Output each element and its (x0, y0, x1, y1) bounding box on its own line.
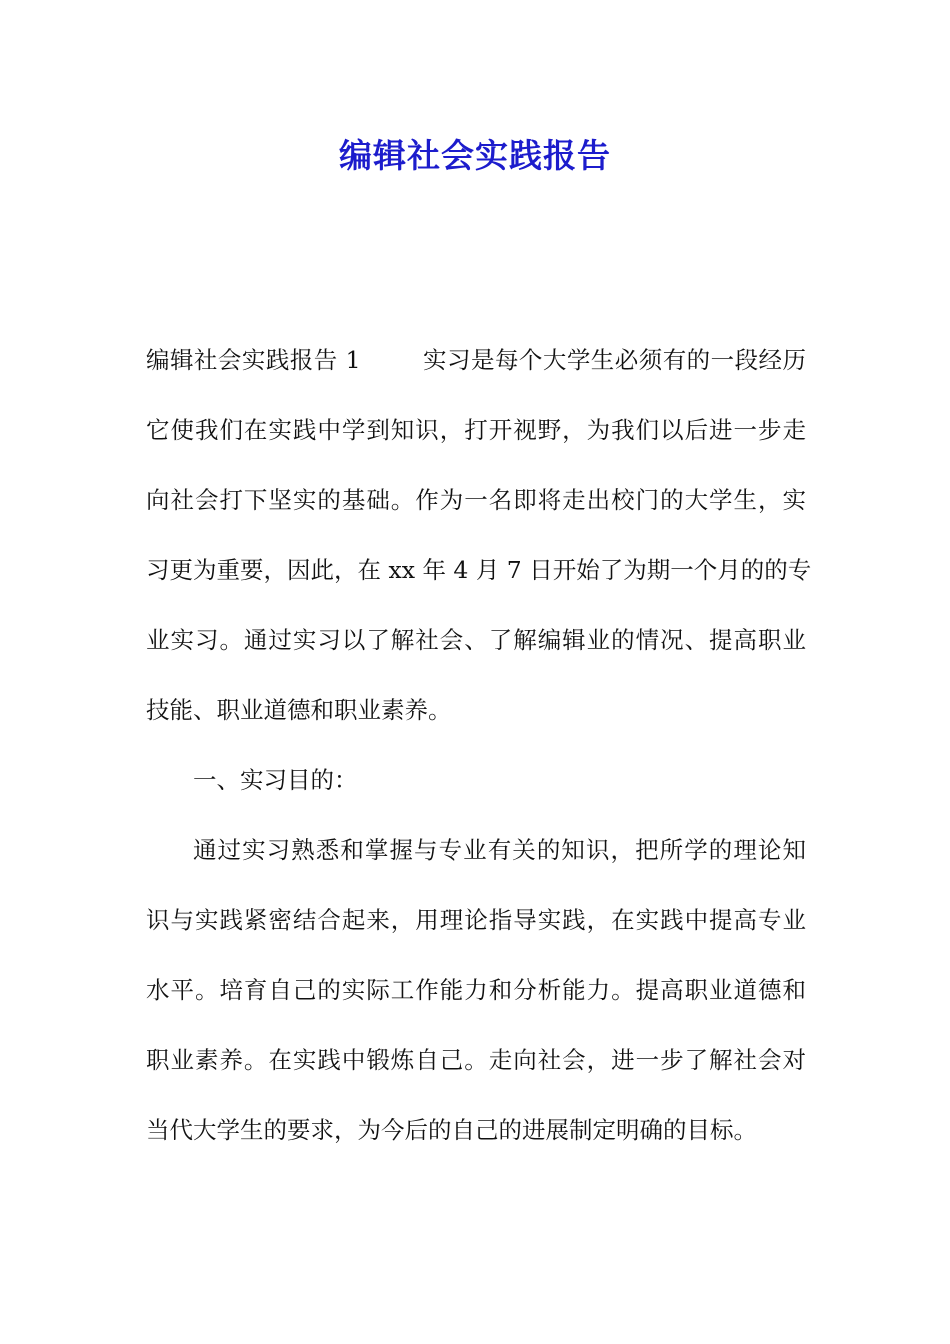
paragraph-line: 通过实习熟悉和掌握与专业有关的知识，把所学的理论知 (193, 836, 806, 864)
document-body (146, 336, 812, 1176)
paragraph-line: 当代大学生的要求，为今后的自己的进展制定明确的目标。 (146, 1116, 757, 1144)
section-heading: 一、实习目的： (193, 766, 358, 794)
document-title: 编辑社会实践报告 (339, 136, 611, 175)
line-text: 实习是每个大学生必须有的一段经历 (422, 346, 807, 374)
paragraph-line: 向社会打下坚实的基础。作为一名即将走出校门的大学生，实 (146, 486, 806, 514)
paragraph-line (146, 336, 806, 406)
paragraph-line: 职业素养。在实践中锻炼自己。走向社会，进一步了解社会对 (146, 1046, 806, 1074)
paragraph-line: 业实习。通过实习以了解社会、了解编辑业的情况、提高职业 (146, 626, 806, 654)
paragraph-line: 识与实践紧密结合起来，用理论指导实践，在实践中提高专业 (146, 906, 806, 934)
paragraph-line: 水平。培育自己的实际工作能力和分析能力。提高职业道德和 (146, 976, 806, 1004)
paragraph-line: 它使我们在实践中学到知识，打开视野，为我们以后进一步走 (146, 416, 806, 444)
paragraph-line: 技能、职业道德和职业素养。 (146, 696, 452, 724)
section-heading: 编辑社会实践报告 1 (146, 346, 361, 374)
paragraph-line: 习更为重要，因此，在 xx 年 4 月 7 日开始了为期一个月的的专 (146, 556, 812, 584)
